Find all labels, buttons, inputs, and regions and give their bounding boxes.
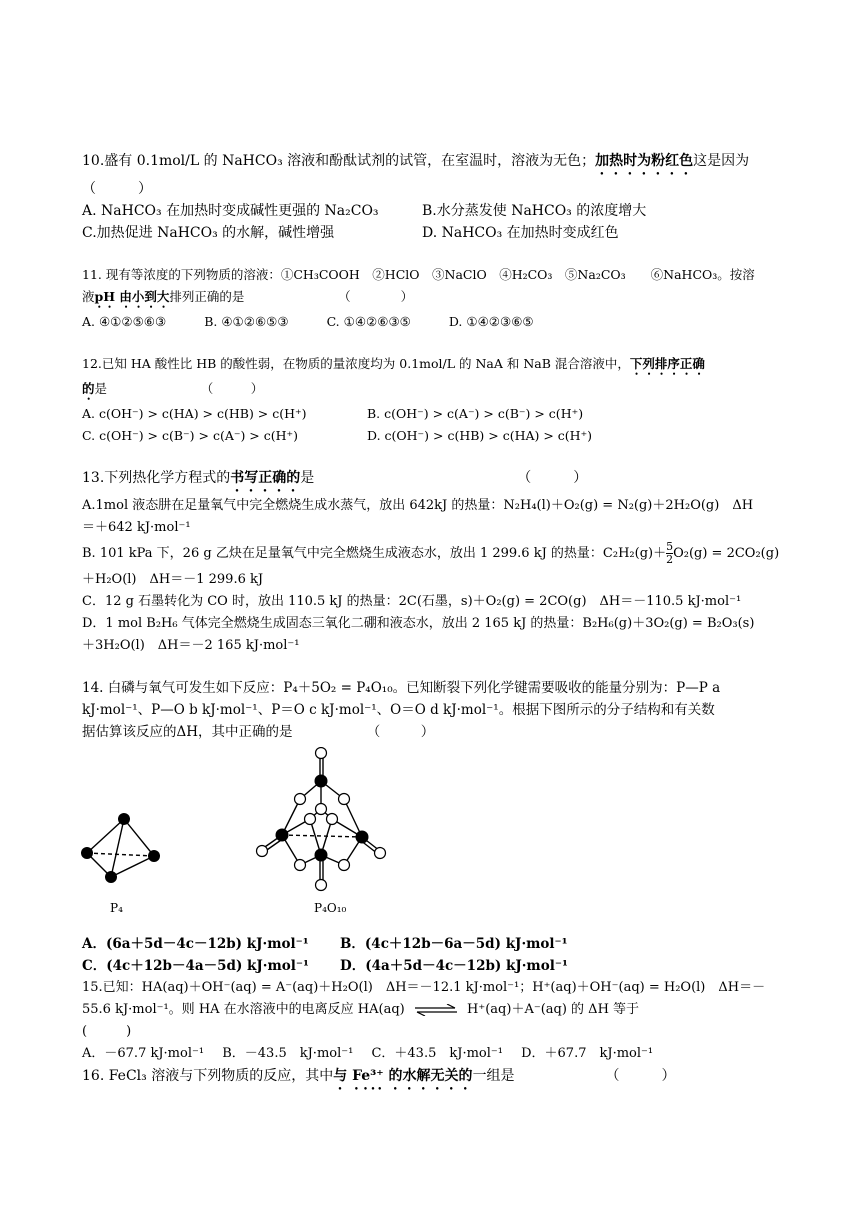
q14-line1: 14. 白磷与氧气可发生如下反应：P₄＋5O₂ = P₄O₁₀。已知断裂下列化学键需要吸收的能量分别为：P—P a: [82, 680, 721, 696]
q11-option-a[interactable]: A. ④①②⑤⑥③: [82, 314, 167, 329]
q12-option-a[interactable]: A. c(OH⁻) > c(HA) > c(HB) > c(H⁺): [82, 406, 307, 421]
q11-option-c[interactable]: C. ①④②⑥③⑤: [326, 314, 411, 329]
question-14: [82, 677, 792, 977]
q11-stem2-emph: pH 由小到大: [94, 289, 170, 304]
q12-stem2-emph: 的: [82, 381, 95, 396]
question-11: [82, 264, 792, 333]
q11-stem2-b: 排列正确的是 （ ）: [169, 289, 414, 304]
q14-options-row2: [82, 955, 792, 977]
q10-stem: [82, 150, 792, 178]
question-15: [82, 977, 792, 1065]
fraction-denominator: 2: [666, 553, 674, 566]
p4o10-structure-diagram: [248, 747, 388, 907]
q15-option-d[interactable]: D．＋67.7 kJ·mol⁻¹: [521, 1046, 654, 1061]
q10-stem-a: 10.盛有 0.1mol/L 的 NaHCO₃ 溶液和酚酞试剂的试管，在室温时，溶液为无色；: [82, 153, 596, 169]
q15-option-c[interactable]: C．＋43.5 kJ·mol⁻¹: [371, 1046, 503, 1061]
q13-option-b-line1[interactable]: [82, 539, 792, 569]
q12-stem-emph: 下列排序正确: [629, 356, 705, 371]
q13-option-a-line2: ＝＋642 kJ·mol⁻¹: [82, 520, 191, 535]
q11-option-b[interactable]: B. ④①②⑥⑤③: [204, 314, 289, 329]
q16-stem: [82, 1065, 792, 1093]
question-16: [82, 1065, 792, 1093]
q14-option-a[interactable]: A．(6a＋5d－4c－12b) kJ·mol⁻¹: [82, 936, 309, 952]
q10-paren: （ ）: [82, 181, 152, 197]
q11-stem2-a: 液: [82, 289, 95, 304]
q13-stem-emph: 书写正确的: [230, 470, 301, 486]
q15-option-b[interactable]: B．－43.5 kJ·mol⁻¹: [222, 1046, 354, 1061]
q10-option-c[interactable]: C.加热促进 NaHCO₃ 的水解，碱性增强: [82, 225, 335, 241]
p4o10-caption: P₄O₁₀: [314, 901, 347, 915]
q13-option-c[interactable]: C．12 g 石墨转化为 CO 时，放出 110.5 kJ 的热量：2C(石墨，s)＋O₂(g) = 2CO(g) ΔH＝－110.5 kJ·mol⁻¹: [82, 594, 742, 609]
q10-option-d[interactable]: D. NaHCO₃ 在加热时变成红色: [422, 225, 619, 241]
q16-stem-b: 一组是 （ ）: [472, 1068, 676, 1084]
q11-stem2: [82, 286, 792, 311]
q13-option-b-text: B. 101 kPa 下，26 g 乙炔在足量氧气中完全燃烧生成液态水，放出 1 299.6 kJ 的热量：C₂H₂(g)＋: [82, 546, 667, 561]
q12-option-c[interactable]: C. c(OH⁻) > c(B⁻) > c(A⁻) > c(H⁺): [82, 428, 298, 443]
p4-caption: P₄: [110, 901, 123, 915]
q12-stem2-b: 是 （ ）: [94, 381, 264, 396]
equilibrium-arrow-icon: [413, 1004, 459, 1016]
q13-option-d-line2: ＋3H₂O(l) ΔH＝－2 165 kJ·mol⁻¹: [82, 638, 300, 653]
q15-line2: [82, 999, 792, 1021]
q15-paren: ( ): [82, 1024, 132, 1039]
q14-line3: 据估算该反应的ΔH，其中正确的是 （ ）: [82, 724, 435, 740]
q14-option-b[interactable]: B．(4c＋12b－6a－5d) kJ·mol⁻¹: [340, 936, 568, 952]
q12-options-row1: [82, 403, 792, 425]
q14-option-d[interactable]: D．(4a＋5d－4c－12b) kJ·mol⁻¹: [340, 958, 568, 974]
q14-line2: kJ·mol⁻¹、P—O b kJ·mol⁻¹、P＝O c kJ·mol⁻¹、O＝O d kJ·mol⁻¹。根据下图所示的分子结构和有关数: [82, 702, 715, 718]
q11-options: [82, 311, 792, 333]
q16-stem-a: 16. FeCl₃ 溶液与下列物质的反应，其中: [82, 1068, 334, 1084]
p4-structure-diagram: [78, 811, 168, 891]
q13-option-b-text-2: O₂(g) = 2CO₂(g): [673, 546, 780, 561]
q12-stem2: [82, 378, 792, 403]
q12-stem-a: 12.已知 HA 酸性比 HB 的酸性弱，在物质的量浓度均为 0.1mol/L 的 NaA 和 NaB 混合溶液中，: [82, 356, 630, 371]
q15-line1: 15.已知：HA(aq)＋OH⁻(aq) = A⁻(aq)＋H₂O(l) ΔH＝－12.1 kJ·mol⁻¹；H⁺(aq)＋OH⁻(aq) = H₂O(l) ΔH＝－: [82, 980, 766, 995]
q15-options: [82, 1043, 792, 1065]
q12-options-row2: [82, 425, 792, 447]
question-12: [82, 353, 792, 447]
q10-option-b[interactable]: B.水分蒸发使 NaHCO₃ 的浓度增大: [422, 203, 647, 219]
q14-option-c[interactable]: C．(4c＋12b－4a－5d) kJ·mol⁻¹: [82, 958, 309, 974]
q10-option-a[interactable]: A. NaHCO₃ 在加热时变成碱性更强的 Na₂CO₃: [82, 203, 379, 219]
q12-option-d[interactable]: D. c(OH⁻) > c(HB) > c(HA) > c(H⁺): [367, 428, 593, 443]
q10-options-row1: [82, 200, 792, 222]
q13-option-b-line2: ＋H₂O(l) ΔH＝－1 299.6 kJ: [82, 572, 264, 587]
molecule-figures: [82, 743, 792, 933]
q12-option-b[interactable]: B. c(OH⁻) > c(A⁻) > c(B⁻) > c(H⁺): [367, 406, 584, 421]
q16-stem-emph: 与 Fe³⁺ 的水解无关的: [333, 1068, 473, 1084]
q10-options-row2: [82, 222, 792, 244]
q15-option-a[interactable]: A．－67.7 kJ·mol⁻¹: [82, 1046, 205, 1061]
q13-stem: [82, 467, 792, 495]
question-10: [82, 150, 792, 244]
q12-stem: [82, 353, 792, 378]
question-page: [82, 150, 792, 1113]
q15-line2-b: H⁺(aq)＋A⁻(aq) 的 ΔH 等于: [467, 1002, 640, 1017]
q13-option-a-line1[interactable]: A.1mol 液态肼在足量氧气中完全燃烧生成水蒸气，放出 642kJ 的热量：N₂H₄(l)＋O₂(g) = N₂(g)＋2H₂O(g) ΔH: [82, 498, 754, 513]
q10-stem-emph: 加热时为粉红色: [595, 153, 694, 169]
q15-line2-a: 55.6 kJ·mol⁻¹。则 HA 在水溶液中的电离反应 HA(aq): [82, 1002, 405, 1017]
q13-option-d-line1[interactable]: D．1 mol B₂H₆ 气体完全燃烧生成固态三氧化二硼和液态水，放出 2 165 kJ 的热量：B₂H₆(g)＋3O₂(g) = B₂O₃(s): [82, 616, 755, 631]
q14-options-row1: [82, 933, 792, 955]
q13-stem-a: 13.下列热化学方程式的: [82, 470, 231, 486]
q10-stem-b: 这是因为: [693, 153, 750, 169]
q11-stem: 11. 现有等浓度的下列物质的溶液：①CH₃COOH ②HClO ③NaClO ④H₂CO₃ ⑤Na₂CO₃ ⑥NaHCO₃。按溶: [82, 267, 755, 282]
fraction-numerator: 5: [666, 540, 674, 553]
q13-stem-b: 是 （ ）: [300, 470, 588, 486]
q11-option-d[interactable]: D. ①④②③⑥⑤: [448, 314, 534, 329]
question-13: [82, 467, 792, 657]
